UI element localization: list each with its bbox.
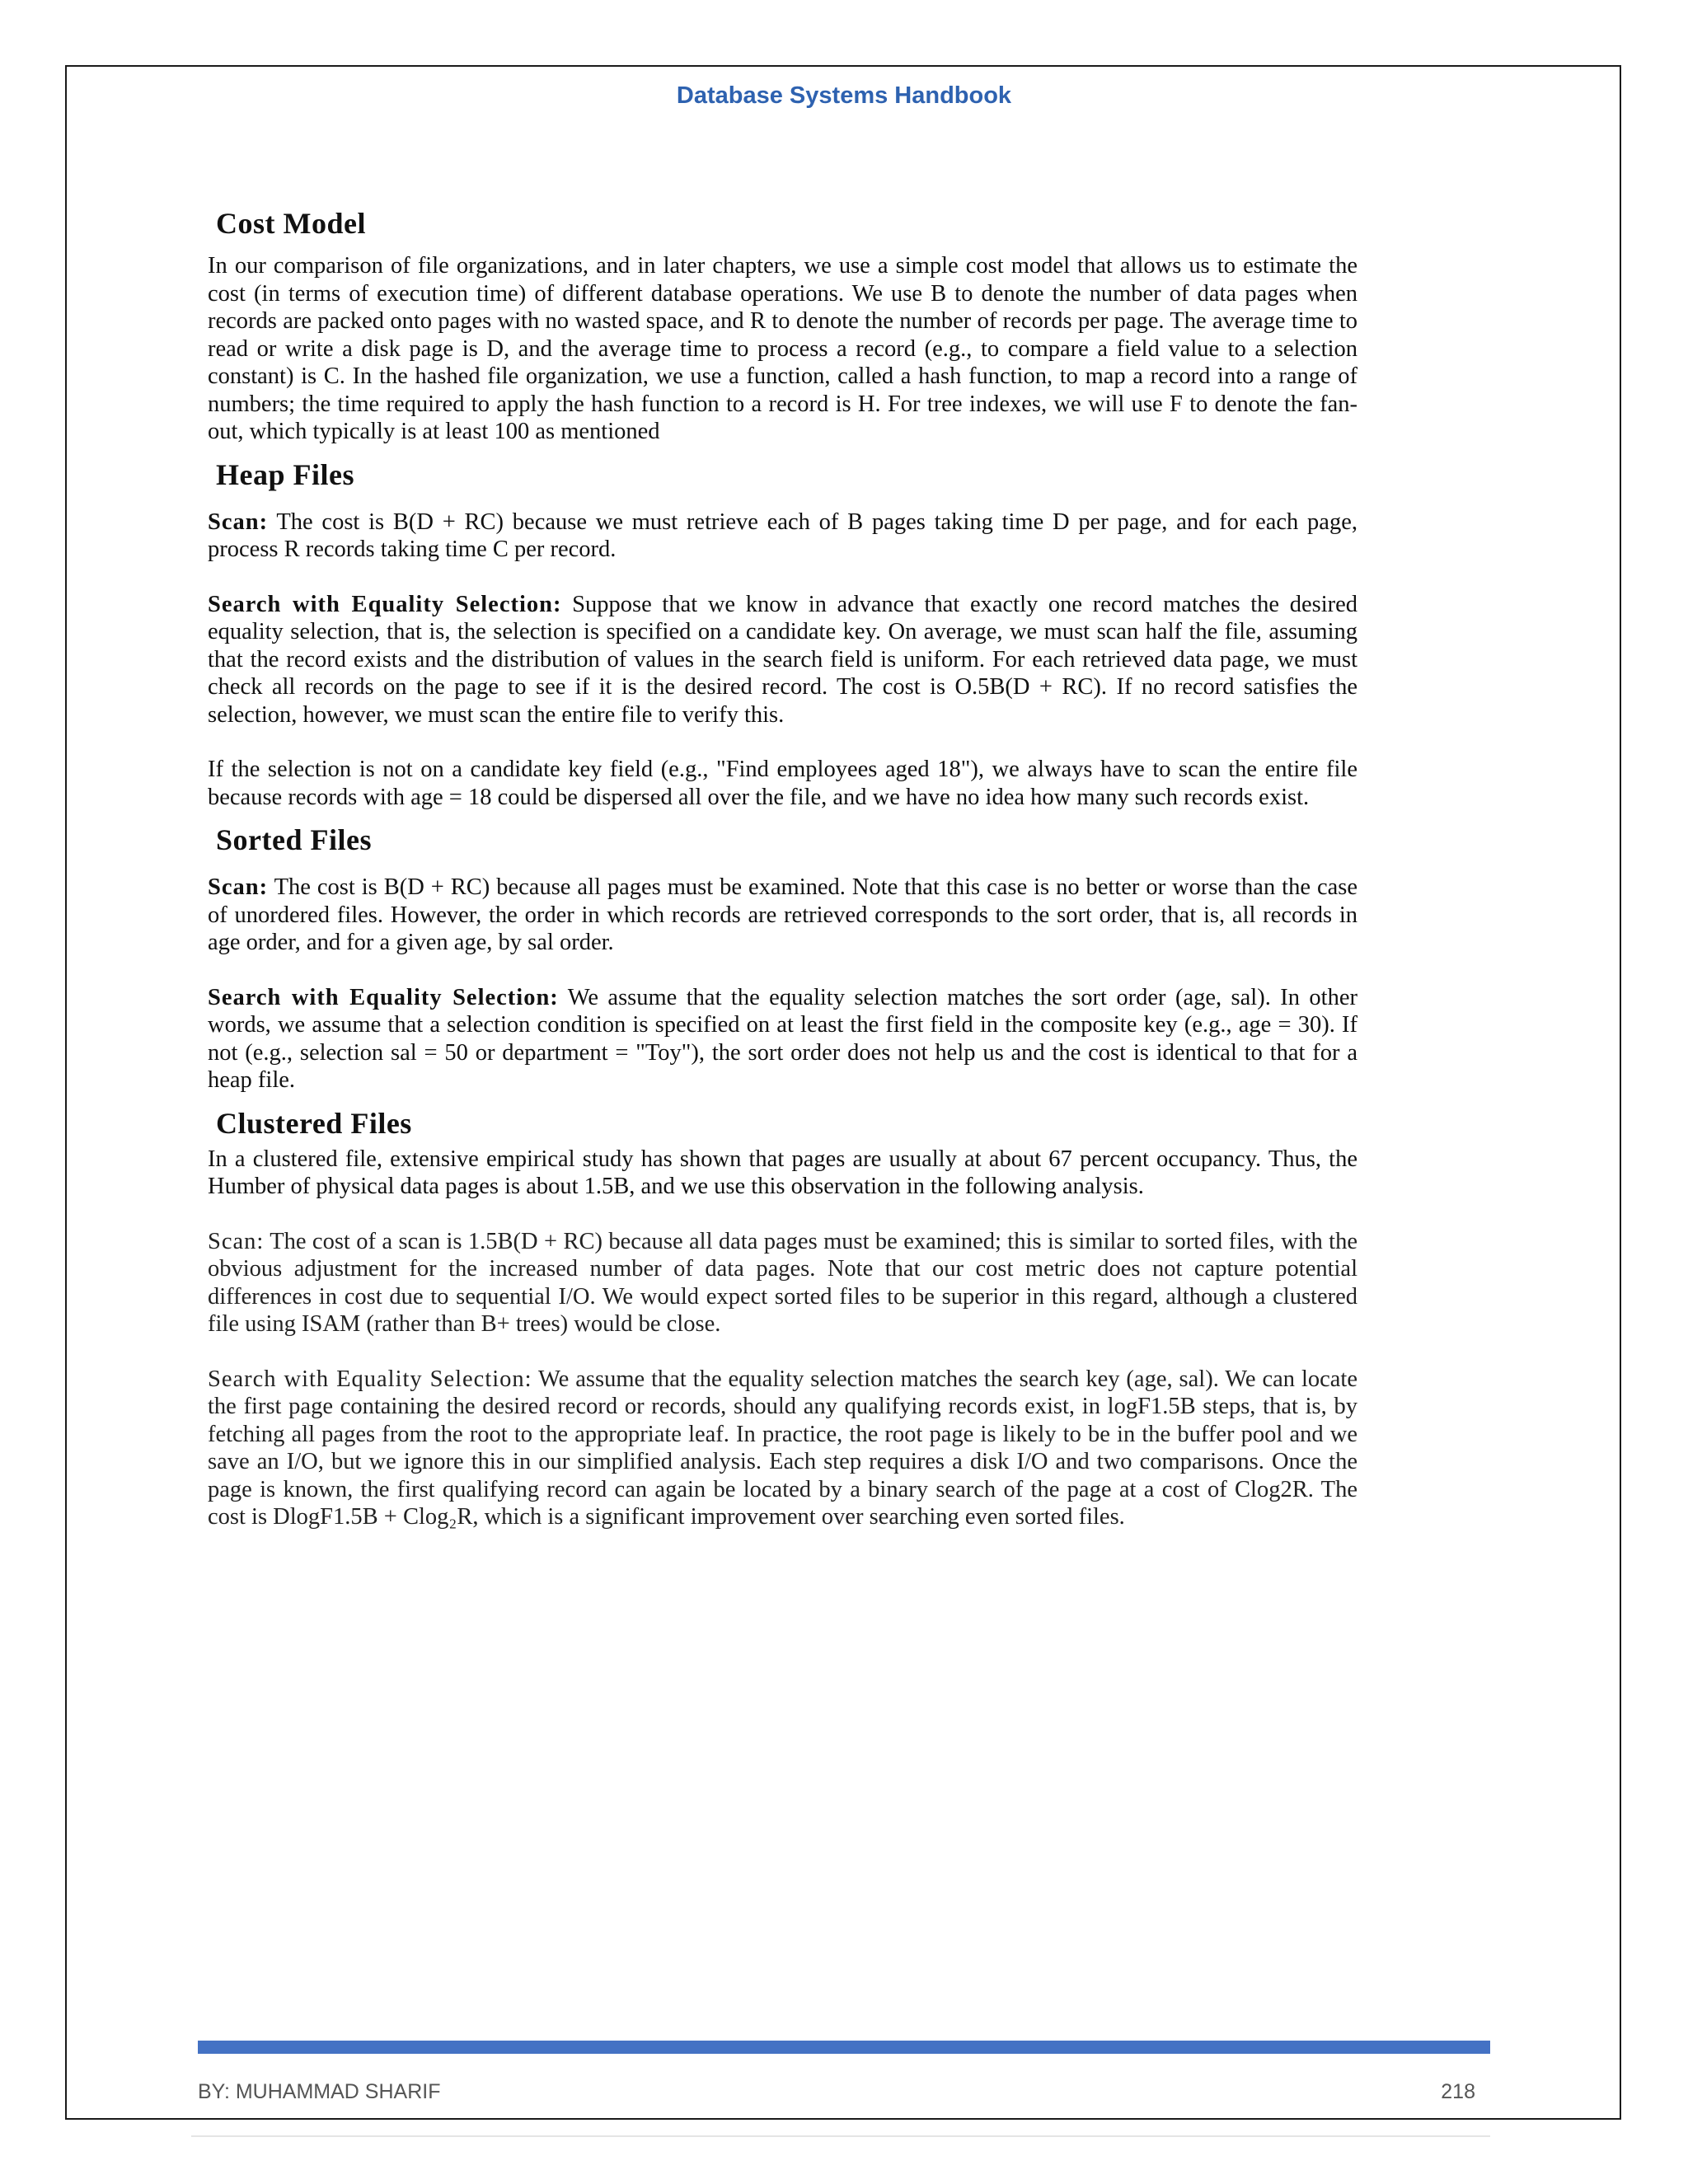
paragraph: Scan: The cost of a scan is 1.5B(D + RC) because all data pages must be examined; this is similar to sorted files, with the obvious adjustment for the increased number of data pages. Note that our cost metric does not capture potential differences in cost due to sequential I/O. We would expect sorted files to be superior in this regard, although a clustered file using ISAM (rather than B+ trees) would be close. — [208, 1228, 1357, 1337]
page-number: 218 — [1441, 2080, 1475, 2103]
bottom-divider — [191, 2135, 1490, 2137]
paragraph: In a clustered file, extensive empirical study has shown that pages are usually at about 67 percent occupancy. Thus, the Humber of physical data pages is about 1.5B, and we use this observation in the following analysis. — [208, 1146, 1357, 1199]
paragraph: If the selection is not on a candidate key field (e.g., "Find employees aged 18"), we always have to scan the entire file because records with age = 18 could be dispersed all over the file, and we have no idea how many such records exist. — [208, 757, 1357, 810]
paragraph: Scan: The cost is B(D + RC) because we must retrieve each of B pages taking time D per page, and for each page, process R records taking time C per record. — [208, 509, 1357, 562]
section-heading-cost-model: Cost Model — [216, 207, 366, 240]
paragraph: In our comparison of file organizations, and in later chapters, we use a simple cost model that allows us to estimate the cost (in terms of execution time) of different database operations. We use B to denote the number of data pages when records are packed onto pages with no wasted space, and R to denote the number of records per page. The average time to read or write a disk page is D, and the average time to process a record (e.g., to compare a field value to a selection constant) is C. In the hashed file organization, we use a function, called a hash function, to map a record into a range of numbers; the time required to apply the hash function to a record is H. For tree indexes, we will use F to denote the fan-out, which typically is at least 100 as mentioned — [208, 253, 1357, 444]
section-heading-sorted-files: Sorted Files — [216, 823, 372, 856]
section-heading-heap-files: Heap Files — [216, 457, 354, 491]
section-heading-clustered-files: Clustered Files — [216, 1106, 412, 1140]
footer-author: BY: MUHAMMAD SHARIF — [198, 2080, 441, 2103]
paragraph: Search with Equality Selection: We assume that the equality selection matches the sort order (age, sal). In other words, we assume that a selection condition is specified on at least the first field in the composite key (e.g., age = 30). If not (e.g., selection sal = 50 or department = "Toy"), the sort order does not help us and the cost is identical to that for a heap file. — [208, 984, 1357, 1093]
paragraph: Search with Equality Selection: We assume that the equality selection matches the search key (age, sal). We can locate the first page containing the desired record or records, should any qualifying records exist, in logF1.5B steps, that is, by fetching all pages from the root to the appropriate leaf. In practice, the root page is likely to be in the buffer pool and we save an I/O, but we ignore this in our simplified analysis. Each step requires a disk I/O and two comparisons. Once the page is known, the first qualifying record can again be located by a binary search of the page at a cost of Clog2R. The cost is DlogF1.5B + Clog₂R, which is a significant improvement over searching even sorted files. — [208, 1366, 1357, 1530]
document-body — [208, 206, 1357, 1531]
header-title: Database Systems Handbook — [676, 82, 1012, 109]
paragraph: Search with Equality Selection: Suppose that we know in advance that exactly one record matches the desired equality selection, that is, the selection is specified on a candidate key. On average, we must scan half the file, assuming that the record exists and the distribution of values in the search field is uniform. For each retrieved data page, we must check all records on the page to see if it is the desired record. The cost is O.5B(D + RC). If no record satisfies the selection, however, we must scan the entire file to verify this. — [208, 591, 1358, 728]
paragraph: Scan: The cost is B(D + RC) because all pages must be examined. Note that this case is no better or worse than the case of unordered files. However, the order in which records are retrieved corresponds to the sort order, that is, all records in age order, and for a given age, by sal order. — [208, 874, 1357, 955]
footer-accent-bar — [198, 2041, 1490, 2054]
